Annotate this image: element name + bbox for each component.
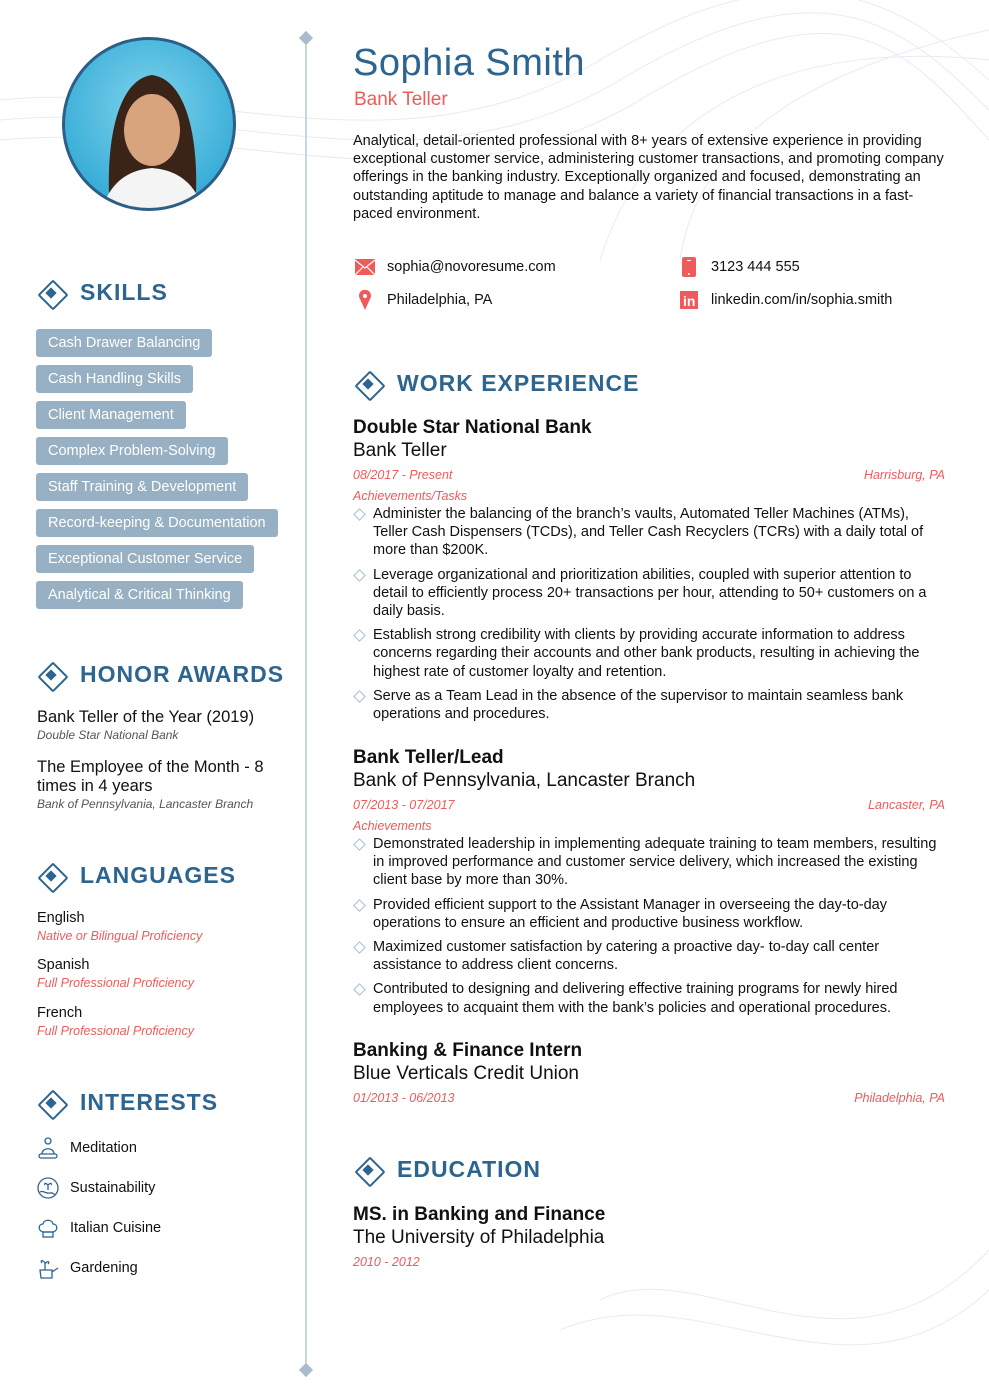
job-entry xyxy=(353,1039,945,1105)
phone-icon xyxy=(679,257,699,277)
education-dates: 2010 - 2012 xyxy=(353,1255,420,1269)
job-bullet: Serve as a Team Lead in the absence of the supervisor to maintain seamless bank operations and procedures. xyxy=(353,687,945,723)
interest-item xyxy=(36,1248,161,1288)
skill-tag: Cash Handling Skills xyxy=(36,365,193,393)
award-title: The Employee of the Month - 8 times in 4 years xyxy=(37,758,264,795)
location-text: Philadelphia, PA xyxy=(387,292,493,308)
skill-tag: Staff Training & Development xyxy=(36,473,248,501)
skill-tag: Exceptional Customer Service xyxy=(36,545,254,573)
diamond-icon xyxy=(355,1157,381,1183)
job-bullets xyxy=(353,835,945,1017)
job-bullet: Demonstrated leadership in implementing adequate training to team members, resulting in improved performance and customer service delivery, which increased the existing client base by more than 30%. xyxy=(353,835,945,890)
education-entry xyxy=(353,1203,945,1269)
job-location: Lancaster, PA xyxy=(868,798,945,812)
interest-item xyxy=(36,1128,161,1168)
job-bullet: Leverage organizational and prioritization abilities, coupled with superior attention to detail to efficiently process 20+ transactions per hour, attending to 50+ customers on a daily basis. xyxy=(353,566,945,621)
skill-tag: Analytical & Critical Thinking xyxy=(36,581,243,609)
contact-linkedin[interactable] xyxy=(679,290,892,310)
profile-photo xyxy=(62,37,236,211)
job-dates: 01/2013 - 06/2013 xyxy=(353,1091,455,1105)
award-org: Bank of Pennsylvania, Lancaster Branch xyxy=(37,797,254,811)
contact-email[interactable] xyxy=(355,257,556,277)
watering-can-icon xyxy=(36,1256,60,1280)
job-bullet: Establish strong credibility with clients by providing accurate information to address concerns regarding their accounts and other bank products, resulting in achieving the highest rate of customer loyalty and retention. xyxy=(353,626,945,681)
job-entry xyxy=(353,746,945,1023)
email-text[interactable]: sophia@novoresume.com xyxy=(387,259,556,275)
education-title: EDUCATION xyxy=(397,1156,542,1182)
languages-title: LANGUAGES xyxy=(80,862,236,888)
language-level: Full Professional Proficiency xyxy=(37,976,195,990)
skill-tag: Complex Problem-Solving xyxy=(36,437,228,465)
skills-title: SKILLS xyxy=(80,279,168,305)
contact-phone[interactable] xyxy=(679,257,800,277)
timeline-top-marker xyxy=(299,31,313,45)
language-level: Full Professional Proficiency xyxy=(37,1024,195,1038)
interests-title: INTERESTS xyxy=(80,1089,219,1115)
job-title: Blue Verticals Credit Union xyxy=(353,1063,579,1084)
school: The University of Philadelphia xyxy=(353,1227,605,1248)
meditation-icon xyxy=(36,1136,60,1160)
candidate-name: Sophia Smith xyxy=(353,42,586,84)
interest-item xyxy=(36,1168,161,1208)
award-item xyxy=(37,758,287,811)
skill-tag: Cash Drawer Balancing xyxy=(36,329,212,357)
language-name: Spanish xyxy=(37,957,90,973)
work-heading xyxy=(355,370,639,397)
job-location: Harrisburg, PA xyxy=(863,468,945,482)
language-item xyxy=(37,957,194,990)
diamond-icon xyxy=(38,662,64,688)
language-name: English xyxy=(37,910,85,926)
job-company: Bank Teller/Lead xyxy=(353,747,504,768)
phone-text[interactable]: 3123 444 555 xyxy=(711,259,800,275)
interest-label: Italian Cuisine xyxy=(70,1220,162,1236)
job-company: Banking & Finance Intern xyxy=(353,1040,583,1061)
awards-heading xyxy=(38,661,284,688)
language-item xyxy=(37,1005,194,1038)
achievements-label: Achievements/Tasks xyxy=(353,489,468,503)
award-title: Bank Teller of the Year (2019) xyxy=(37,708,255,726)
skill-tag: Client Management xyxy=(36,401,186,429)
timeline-bottom-marker xyxy=(299,1363,313,1377)
work-title: WORK EXPERIENCE xyxy=(397,370,640,396)
svg-text:in: in xyxy=(683,293,696,309)
diamond-icon xyxy=(355,371,381,397)
timeline-divider xyxy=(305,38,307,1370)
diamond-icon xyxy=(38,1090,64,1116)
candidate-title: Bank Teller xyxy=(354,89,448,110)
job-dates: 08/2017 - Present xyxy=(353,468,453,482)
interests-heading xyxy=(38,1089,218,1116)
email-icon xyxy=(355,257,375,277)
degree: MS. in Banking and Finance xyxy=(353,1204,606,1225)
job-bullet: Maximized customer satisfaction by catering a proactive day- to-day call center assistance to address client concerns. xyxy=(353,938,945,974)
skills-heading xyxy=(38,279,168,306)
job-bullet: Contributed to designing and delivering effective training programs for newly hired employees to acquaint them with the bank’s policies and operational procedures. xyxy=(353,980,945,1016)
interest-item xyxy=(36,1208,161,1248)
chef-hat-icon xyxy=(36,1216,60,1240)
linkedin-icon xyxy=(679,290,699,310)
interest-label: Sustainability xyxy=(70,1180,156,1196)
linkedin-text[interactable]: linkedin.com/in/sophia.smith xyxy=(711,292,893,308)
award-item xyxy=(37,708,287,742)
skills-list xyxy=(36,329,296,617)
contact-location xyxy=(355,290,492,310)
summary: Analytical, detail-oriented professional with 8+ years of extensive experience in providing exceptional customer service, administering customer transactions, and promoting company offerings in the banking industry. Exceptionally organized and focused, demonstrating an outstanding aptitude to manage and balance a variety of financial transactions in a fast-paced environment. xyxy=(353,133,944,222)
award-org: Double Star National Bank xyxy=(37,728,179,742)
education-heading xyxy=(355,1156,541,1183)
job-location: Philadelphia, PA xyxy=(854,1091,945,1105)
job-entry xyxy=(353,416,945,729)
job-dates: 07/2013 - 07/2017 xyxy=(353,798,455,812)
interests-list xyxy=(36,1128,161,1288)
location-pin-icon xyxy=(355,290,375,310)
languages-heading xyxy=(38,862,236,889)
job-title: Bank of Pennsylvania, Lancaster Branch xyxy=(353,770,696,791)
interest-label: Gardening xyxy=(70,1260,138,1276)
job-bullets xyxy=(353,505,945,723)
interest-label: Meditation xyxy=(70,1140,137,1156)
awards-title: HONOR AWARDS xyxy=(80,661,285,687)
language-level: Native or Bilingual Proficiency xyxy=(37,929,203,943)
skill-tag: Record-keeping & Documentation xyxy=(36,509,278,537)
job-bullet: Administer the balancing of the branch’s vaults, Automated Teller Machines (ATMs), Teller Cash Dispensers (TCDs), and Teller Cash Recyclers (TCRs) with a daily total of more than $200K. xyxy=(353,505,945,560)
language-name: French xyxy=(37,1005,83,1021)
job-company: Double Star National Bank xyxy=(353,417,592,438)
globe-plant-icon xyxy=(36,1176,60,1200)
job-bullet: Provided efficient support to the Assistant Manager in overseeing the day-to-day operations to ensure an efficient and productive business workflow. xyxy=(353,896,945,932)
diamond-icon xyxy=(38,863,64,889)
language-item xyxy=(37,910,202,943)
job-title: Bank Teller xyxy=(353,440,447,461)
achievements-label: Achievements xyxy=(353,819,432,833)
diamond-icon xyxy=(38,280,64,306)
